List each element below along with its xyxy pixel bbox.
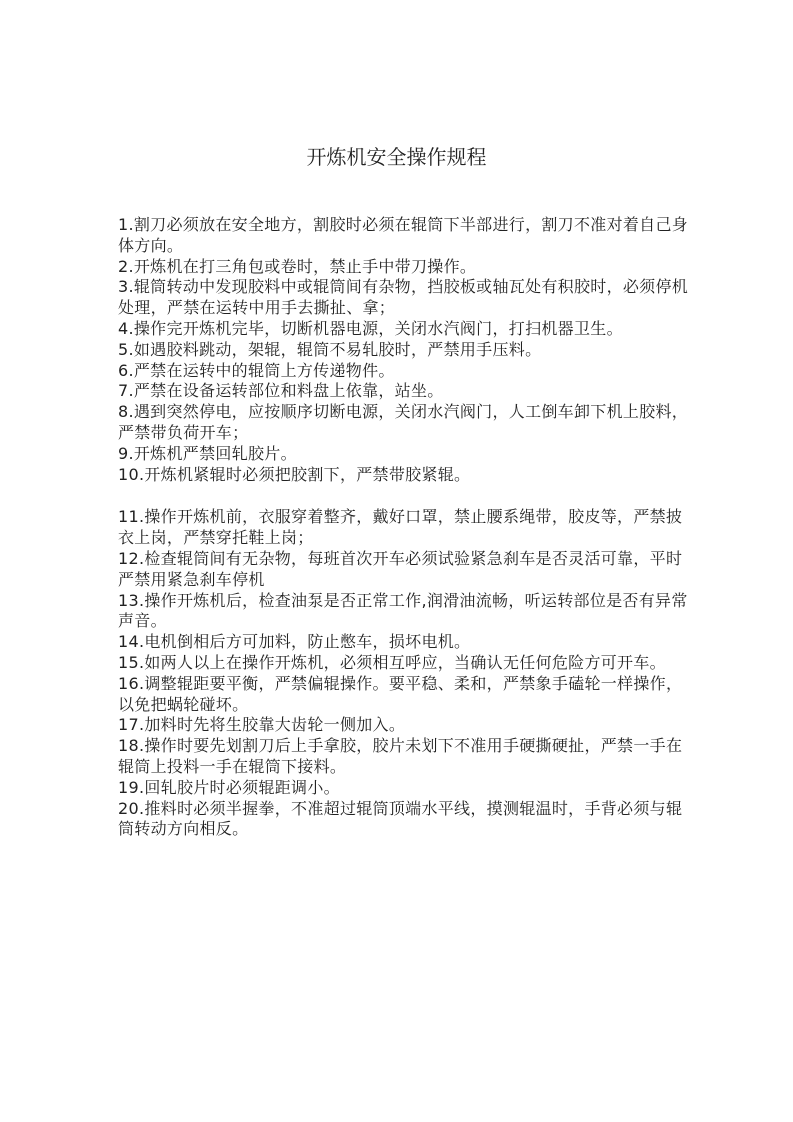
rule-item [118,215,688,257]
rule-line: 17.加料时先将生胶靠大齿轮一侧加入。 [118,715,406,735]
rule-line: 11.操作开炼机前，衣服穿着整齐，戴好口罩，禁止腰系绳带，胶皮等，严禁披 [118,507,683,527]
document-title: 开炼机安全操作规程 [306,145,487,169]
rule-line: 严禁用紧急刹车停机 [118,569,265,589]
rule-item [118,799,688,841]
rule-line: 辊筒上投料一手在辊筒下接料。 [118,756,347,776]
rule-item [118,778,688,799]
rule-line: 15.如两人以上在操作开炼机，必须相互呼应，当确认无任何危险方可开车。 [118,652,666,672]
rule-item [118,653,688,674]
rule-line: 20.推料时必须半握拳，不准超过辊筒顶端水平线，摸测辊温时，手背必须与辊 [118,798,683,818]
rule-line: 10.开炼机紧辊时必须把胶割下，严禁带胶紧辊。 [118,464,471,484]
rule-item [118,507,688,549]
rule-line: 5.如遇胶料跳动，架辊，辊筒不易轧胶时，严禁用手压料。 [118,339,542,359]
rule-line: 1.割刀必须放在安全地方，割胶时必须在辊筒下半部进行，割刀不准对着自己身 [118,215,689,234]
rule-line: 16.调整辊距要平衡，严禁偏辊操作。要平稳、柔和，严禁象手磕轮一样操作， [118,673,683,693]
rule-line: 12.检查辊筒间有无杂物，每班首次开车必须试验紧急刹车是否灵活可靠，平时 [118,548,683,568]
rule-item [118,674,688,716]
rule-item [118,257,688,278]
rule-line: 筒转动方向相反。 [118,819,249,839]
rule-item [118,465,688,486]
rule-line: 以免把蜗轮碰坏。 [118,694,249,714]
rule-item [118,736,688,778]
rule-item [118,402,688,444]
rule-line: 14.电机倒相后方可加料，防止憋车，损坏电机。 [118,632,471,652]
paragraph-gap [118,485,688,507]
rule-line: 19.回轧胶片时必须辊距调小。 [118,777,340,797]
rule-line: 7.严禁在设备运转部位和料盘上依靠，站坐。 [118,381,444,401]
rule-item [118,319,688,340]
rule-item [118,632,688,653]
rule-line: 体方向。 [118,235,184,255]
rules-group-2 [118,507,688,840]
rules-group-1 [118,215,688,485]
rule-item [118,277,688,319]
rule-line: 8.遇到突然停电，应按顺序切断电源，关闭水汽阀门，人工倒车卸下机上胶料， [118,402,689,422]
rule-line: 4.操作完开炼机完毕，切断机器电源，关闭水汽阀门，打扫机器卫生。 [118,318,623,338]
rule-item [118,715,688,736]
rule-item [118,340,688,361]
rule-line: 严禁带负荷开车； [118,422,249,442]
rule-line: 6.严禁在运转中的辊筒上方传递物件。 [118,360,395,380]
rule-item [118,381,688,402]
document-body [118,215,688,840]
rule-item [118,549,688,591]
rule-item [118,444,688,465]
rule-item [118,591,688,633]
rule-line: 衣上岗，严禁穿托鞋上岗； [118,528,314,548]
rule-line: 18.操作时要先划割刀后上手拿胶，胶片未划下不准用手硬撕硬扯，严禁一手在 [118,736,683,756]
rule-line: 13.操作开炼机后，检查油泵是否正常工作,润滑油流畅，听运转部位是否有异常 [118,590,688,610]
rule-line: 声音。 [118,611,167,631]
rule-line: 9.开炼机严禁回轧胶片。 [118,443,297,463]
rule-line: 处理，严禁在运转中用手去撕扯、拿； [118,298,396,318]
rule-line: 2.开炼机在打三角包或卷时，禁止手中带刀操作。 [118,256,477,276]
rule-line: 3.辊筒转动中发现胶料中或辊筒间有杂物，挡胶板或轴瓦处有积胶时，必须停机 [118,277,689,297]
rule-item [118,361,688,382]
